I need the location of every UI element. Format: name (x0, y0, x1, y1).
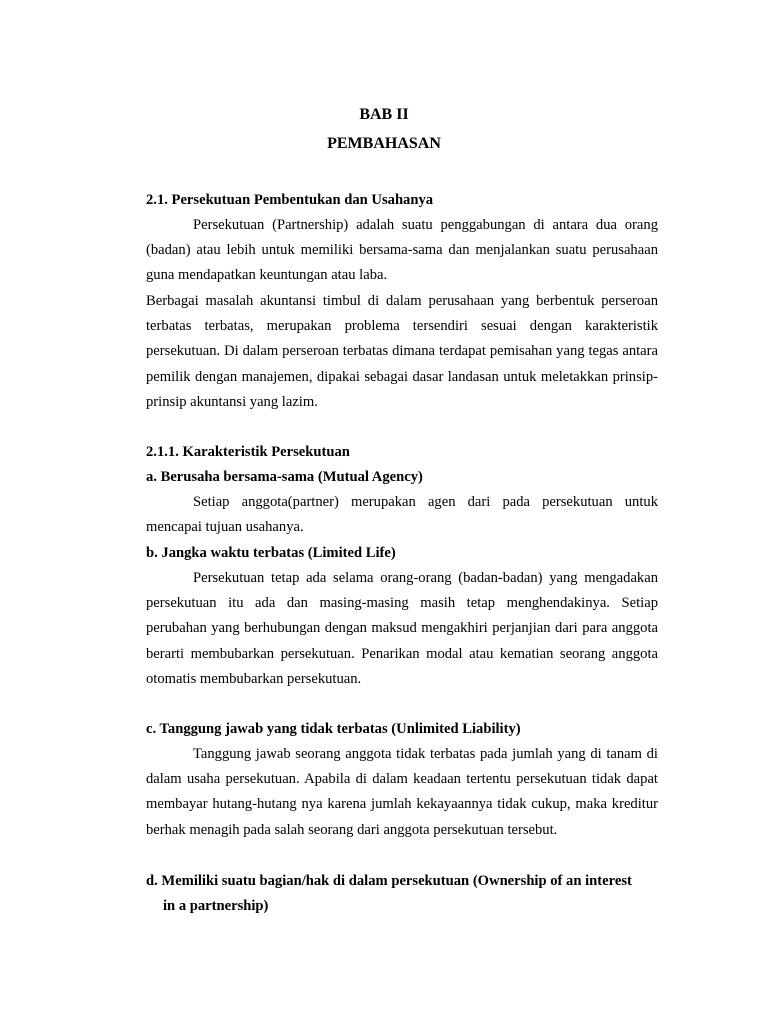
section-paragraph-2: Berbagai masalah akuntansi timbul di dalam perusahaan yang berbentuk perseroan terbatas terbatas, merupakan problema tersendiri sesuai dengan karakteristik persekutuan. Di dalam perseroan terbatas dimana terdapat pemisahan yang tegas antara pemilik dengan manajemen, dipakai sebagai dasar landasan untuk meletakkan prinsip-prinsip akuntansi yang lazim. (146, 293, 658, 410)
item-b-heading: b. Jangka waktu terbatas (Limited Life) (146, 545, 396, 561)
section-paragraph-1: Persekutuan (Partnership) adalah suatu penggabungan di antara dua orang (badan) atau lebih untuk memiliki bersama-sama dan menjalankan suatu perusahaan guna mendapatkan keuntungan atau laba. (146, 217, 658, 284)
item-c-heading: c. Tanggung jawab yang tidak terbatas (Unlimited Liability) (146, 721, 521, 737)
subsection-heading: 2.1.1. Karakteristik Persekutuan (146, 444, 350, 460)
item-c-paragraph: Tanggung jawab seorang anggota tidak terbatas pada jumlah yang di tanam di dalam usaha persekutuan. Apabila di dalam keadaan tertentu persekutuan tidak dapat membayar hutang-hutang nya karena jumlah kekayaannya tidak cukup, maka kreditur berhak menagih pada salah seorang dari anggota persekutuan tersebut. (146, 746, 658, 838)
item-d-heading: d. Memiliki suatu bagian/hak di dalam persekutuan (Ownership of an interest in a partnership) (146, 873, 632, 915)
item-b-paragraph: Persekutuan tetap ada selama orang-orang (badan-badan) yang mengadakan persekutuan itu ada dan masing-masing masih tetap menghendakinya. Setiap perubahan yang berhubungan dengan maksud mengakhiri perjanjian dari para anggota berarti membubarkan persekutuan. Penarikan modal atau kematian seorang anggota otomatis membubarkan persekutuan. (146, 570, 658, 687)
item-a-heading: a. Berusaha bersama-sama (Mutual Agency) (146, 469, 423, 485)
chapter-title: PEMBAHASAN (327, 135, 441, 152)
item-a-paragraph: Setiap anggota(partner) merupakan agen dari pada persekutuan untuk mencapai tujuan usahanya. (146, 494, 658, 536)
section-heading: 2.1. Persekutuan Pembentukan dan Usahanya (146, 192, 434, 208)
chapter-heading: BAB II (359, 106, 409, 123)
